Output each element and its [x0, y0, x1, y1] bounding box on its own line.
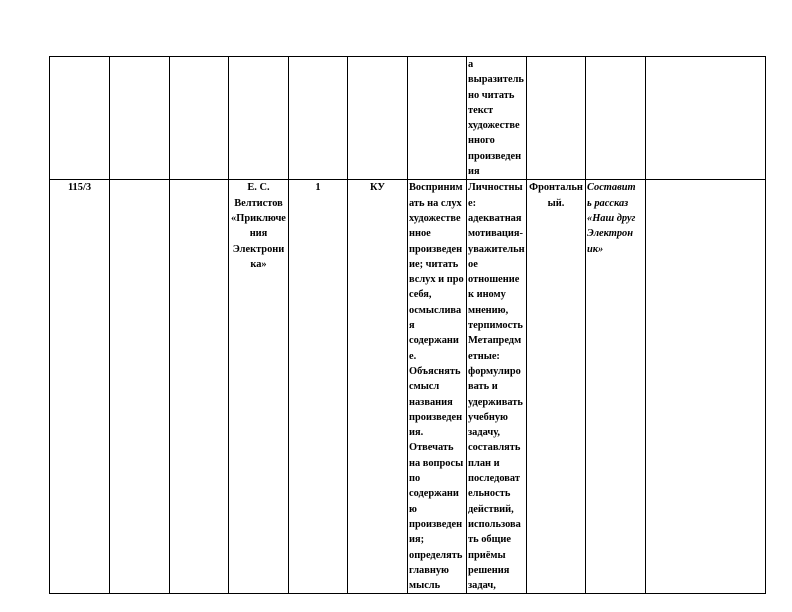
table-cell [646, 57, 766, 180]
table-cell [50, 57, 110, 180]
activity-cell: Восприним ать на слух художестве нное произведен ие; читать вслух и про себя, осмыслива я содержани е. Объяснять смысл названия произведен ия. Отвечать на вопросы по содержани ю произведен ия; определять главную мысль [408, 180, 467, 594]
lesson-plan-table [49, 56, 766, 594]
table-cell [110, 180, 170, 594]
table-cell [170, 57, 229, 180]
control-cell: Фронтальн ый. [527, 180, 586, 594]
hours-cell: 1 [289, 180, 348, 594]
homework-cell: Составит ь рассказ «Наш друг Электрон ик» [586, 180, 646, 594]
table-cell [229, 57, 289, 180]
table-cell [408, 57, 467, 180]
continuation-results-cell: а выразитель но читать текст художестве нного произведен ия [467, 57, 527, 180]
table-cell [348, 57, 408, 180]
lesson-type-cell: КУ [348, 180, 408, 594]
results-cell: Личностны е: адекватная мотивация- уважительн ое отношение к иному мнению, терпимость Метапредм етные: формулиро вать и удерживать учебную задачу, составлять план и последоват ельность действий, использова ть общие приёмы решения задач, [467, 180, 527, 594]
lesson-topic-cell: Е. С. Велтистов «Приключе ния Электрони ка» [229, 180, 289, 594]
table-cell [527, 57, 586, 180]
lesson-number-cell: 115/3 [50, 180, 110, 594]
table-cell [289, 57, 348, 180]
table-cell [170, 180, 229, 594]
table-row [50, 180, 766, 594]
table-row [50, 57, 766, 180]
table-cell [586, 57, 646, 180]
table-cell [646, 180, 766, 594]
table-cell [110, 57, 170, 180]
